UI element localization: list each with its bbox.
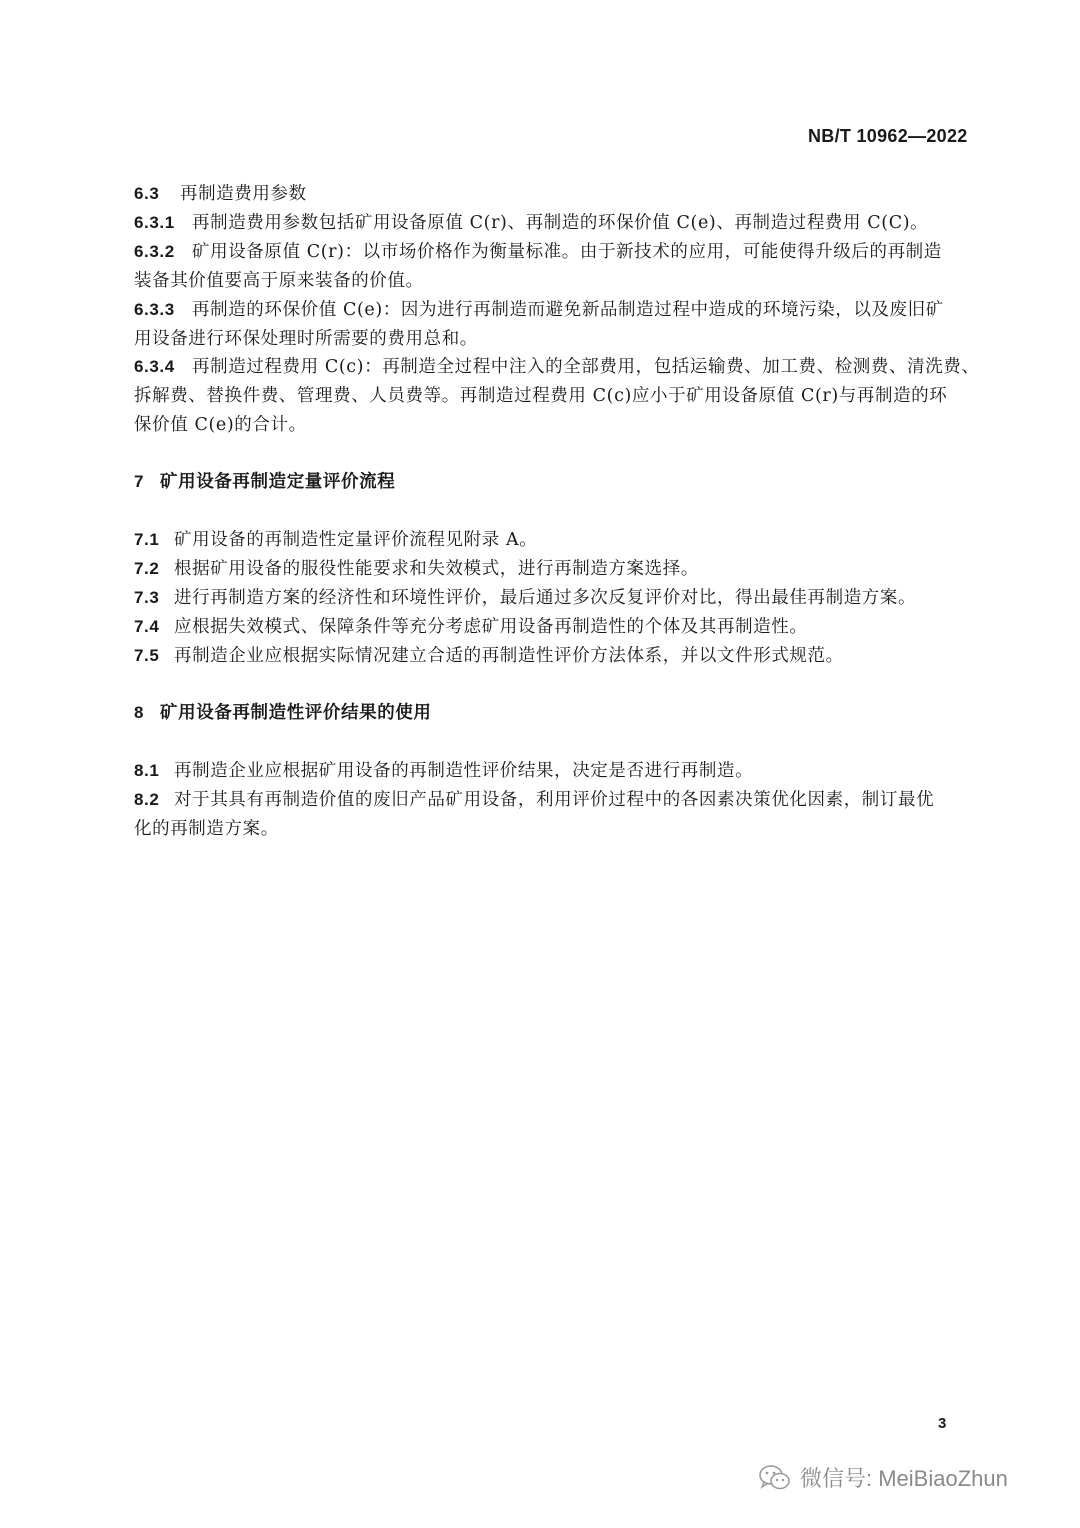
clause-text: 拆解费、替换件费、管理费、人员费等。再制造过程费用 C(c)应小于矿用设备原值 C(r)与再制造的环	[134, 386, 948, 406]
clause-text: 进行再制造方案的经济性和环境性评价，最后通过多次反复评价对比，得出最佳再制造方案。	[174, 588, 917, 608]
clause-number: 6.3.4	[134, 357, 175, 376]
clause-line	[134, 526, 537, 551]
clause-number: 7.3	[134, 588, 160, 607]
clause-line	[134, 353, 980, 378]
wechat-icon	[758, 1463, 792, 1493]
clause-line	[134, 642, 844, 667]
clause-line	[134, 757, 753, 782]
clause-number: 7.4	[134, 617, 160, 636]
clause-line	[134, 584, 916, 609]
clause-text: 再制造企业应根据矿用设备的再制造性评价结果，决定是否进行再制造。	[174, 761, 754, 781]
clause-text: 矿用设备的再制造性定量评价流程见附录 A。	[174, 530, 538, 550]
clause-text: 用设备进行环保处理时所需要的费用总和。	[134, 329, 478, 349]
clause-number: 7.2	[134, 559, 160, 578]
clause-continuation	[134, 267, 424, 292]
section-heading	[134, 699, 432, 724]
clause-text: 对于其具有再制造价值的废旧产品矿用设备，利用评价过程中的各因素决策优化因素，制订最优	[174, 790, 935, 810]
clause-continuation	[134, 411, 307, 436]
clause-continuation	[134, 325, 478, 350]
clause-number: 7.5	[134, 646, 160, 665]
clause-text: 保价值 C(e)的合计。	[134, 415, 307, 435]
clause-number: 8.2	[134, 790, 160, 809]
clause-number: 8.1	[134, 761, 160, 780]
clause-continuation	[134, 382, 947, 407]
clause-number: 7.1	[134, 530, 160, 549]
clause-text: 矿用设备原值 C(r)：以市场价格作为衡量标准。由于新技术的应用，可能使得升级后的再制造	[192, 242, 942, 262]
clause-line	[134, 786, 934, 811]
clause-line	[134, 238, 942, 263]
clause-line	[134, 209, 928, 234]
clause-line	[134, 555, 699, 580]
clause-line	[134, 180, 307, 205]
clause-text: 矿用设备再制造性评价结果的使用	[160, 703, 432, 723]
clause-text: 装备其价值要高于原来装备的价值。	[134, 271, 424, 291]
clause-text: 根据矿用设备的服役性能要求和失效模式，进行再制造方案选择。	[174, 559, 699, 579]
section-heading	[134, 468, 395, 493]
wechat-watermark	[758, 1462, 1008, 1493]
watermark-text: 微信号: MeiBiaoZhun	[800, 1466, 1008, 1491]
clause-number: 6.3.3	[134, 300, 175, 319]
clause-number: 6.3.1	[134, 213, 175, 232]
clause-number: 6.3	[134, 184, 160, 203]
clause-text: 矿用设备再制造定量评价流程	[160, 472, 396, 492]
clause-number: 8	[134, 703, 145, 722]
clause-text: 再制造费用参数	[180, 184, 307, 204]
clause-text: 再制造的环保价值 C(e)：因为进行再制造而避免新品制造过程中造成的环境污染，以及废旧矿	[192, 300, 944, 320]
clause-number: 7	[134, 472, 145, 491]
clause-text: 应根据失效模式、保障条件等充分考虑矿用设备再制造性的个体及其再制造性。	[174, 617, 808, 637]
clause-number: 6.3.2	[134, 242, 175, 261]
clause-text: 再制造企业应根据实际情况建立合适的再制造性评价方法体系，并以文件形式规范。	[174, 646, 844, 666]
clause-line	[134, 296, 944, 321]
standard-number: NB/T 10962—2022	[808, 126, 968, 146]
clause-line	[134, 613, 808, 638]
clause-continuation	[134, 815, 279, 840]
clause-text: 再制造费用参数包括矿用设备原值 C(r)、再制造的环保价值 C(e)、再制造过程费用 C(C)。	[192, 213, 929, 233]
clause-text: 再制造过程费用 C(c)：再制造全过程中注入的全部费用，包括运输费、加工费、检测费、清洗费、	[192, 357, 980, 377]
page-number: 3	[938, 1415, 947, 1432]
clause-text: 化的再制造方案。	[134, 819, 279, 839]
